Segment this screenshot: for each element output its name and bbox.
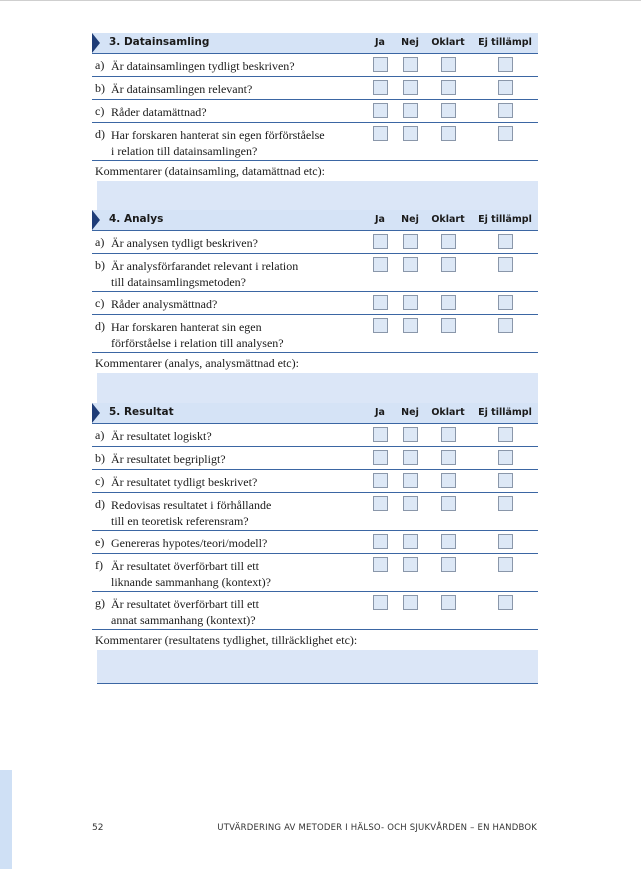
comment-label: Kommentarer (resultatens tydlighet, tillräcklighet etc):: [95, 633, 358, 647]
question-row: [92, 315, 538, 353]
checkbox-ja[interactable]: [373, 80, 388, 95]
checkbox-ej-tillämpl[interactable]: [498, 295, 513, 310]
question-text: Råder datamättnad?: [111, 105, 207, 119]
section-title: 5. Resultat: [109, 406, 174, 418]
column-header: Ej tillämpl: [478, 407, 532, 418]
checkbox-ja[interactable]: [373, 295, 388, 310]
question-letter: d): [95, 319, 105, 333]
checkbox-oklart[interactable]: [441, 496, 456, 511]
checkbox-oklart[interactable]: [441, 557, 456, 572]
checkbox-ej-tillämpl[interactable]: [498, 257, 513, 272]
checkbox-oklart[interactable]: [441, 80, 456, 95]
section-3: [92, 33, 538, 215]
question-row: [92, 292, 538, 315]
running-footer-title: UTVÄRDERING AV METODER I HÄLSO- OCH SJUKVÅRDEN – EN HANDBOK: [217, 823, 537, 833]
question-letter: c): [95, 474, 105, 488]
checkbox-ej-tillämpl[interactable]: [498, 427, 513, 442]
checkbox-oklart[interactable]: [441, 534, 456, 549]
checkbox-ej-tillämpl[interactable]: [498, 450, 513, 465]
question-row: [92, 447, 538, 470]
column-header: Nej: [401, 37, 419, 48]
column-header: Ej tillämpl: [478, 214, 532, 225]
checkbox-ja[interactable]: [373, 534, 388, 549]
question-row: [92, 493, 538, 531]
question-text: Redovisas resultatet i förhållande till en teoretisk referensram?: [111, 498, 272, 528]
section-title: 3. Datainsamling: [109, 36, 210, 48]
checkbox-ej-tillämpl[interactable]: [498, 57, 513, 72]
checkbox-ej-tillämpl[interactable]: [498, 473, 513, 488]
checkbox-ja[interactable]: [373, 126, 388, 141]
checkbox-ej-tillämpl[interactable]: [498, 126, 513, 141]
question-row: [92, 77, 538, 100]
checkbox-nej[interactable]: [403, 496, 418, 511]
question-letter: g): [95, 596, 105, 610]
question-row: [92, 100, 538, 123]
section-header: [92, 210, 538, 231]
comment-label: Kommentarer (analys, analysmättnad etc):: [95, 356, 299, 370]
checkbox-oklart[interactable]: [441, 295, 456, 310]
checkbox-ej-tillämpl[interactable]: [498, 318, 513, 333]
question-text: Är resultatet överförbart till ett annat sammanhang (kontext)?: [111, 597, 259, 627]
comment-field[interactable]: [97, 650, 538, 684]
question-text: Är resultatet logiskt?: [111, 429, 212, 443]
section-5: [92, 403, 538, 684]
checkbox-nej[interactable]: [403, 295, 418, 310]
question-row: [92, 254, 538, 292]
question-row: [92, 470, 538, 493]
checkbox-oklart[interactable]: [441, 595, 456, 610]
column-header: Nej: [401, 214, 419, 225]
question-text: Är resultatet tydligt beskrivet?: [111, 475, 258, 489]
question-letter: a): [95, 58, 105, 72]
checkbox-ej-tillämpl[interactable]: [498, 595, 513, 610]
margin-color-strip: [0, 770, 12, 869]
checkbox-oklart[interactable]: [441, 473, 456, 488]
checkbox-ja[interactable]: [373, 103, 388, 118]
checkbox-ja[interactable]: [373, 450, 388, 465]
checkbox-oklart[interactable]: [441, 57, 456, 72]
question-row: [92, 554, 538, 592]
question-text: Är datainsamlingen tydligt beskriven?: [111, 59, 295, 73]
checkbox-nej[interactable]: [403, 450, 418, 465]
checkbox-ej-tillämpl[interactable]: [498, 496, 513, 511]
question-text: Är analysförfarandet relevant i relation till datainsamlingsmetoden?: [111, 259, 299, 289]
column-header: Oklart: [431, 214, 465, 225]
question-text: Är resultatet begripligt?: [111, 452, 226, 466]
question-row: [92, 54, 538, 77]
checkbox-nej[interactable]: [403, 595, 418, 610]
checkbox-ja[interactable]: [373, 595, 388, 610]
section-header: [92, 403, 538, 424]
question-letter: f): [95, 558, 103, 572]
question-letter: b): [95, 258, 105, 272]
checkbox-ja[interactable]: [373, 473, 388, 488]
checkbox-nej[interactable]: [403, 427, 418, 442]
question-letter: c): [95, 104, 105, 118]
section-header: [92, 33, 538, 54]
column-header: Oklart: [431, 407, 465, 418]
section-4: [92, 210, 538, 407]
checkbox-oklart[interactable]: [441, 427, 456, 442]
question-row: [92, 424, 538, 447]
section-arrow-icon: [92, 33, 100, 53]
question-text: Är datainsamlingen relevant?: [111, 82, 253, 96]
page-number: 52: [92, 823, 104, 833]
checkbox-ja[interactable]: [373, 427, 388, 442]
question-row: [92, 231, 538, 254]
checkbox-ej-tillämpl[interactable]: [498, 557, 513, 572]
checkbox-oklart[interactable]: [441, 234, 456, 249]
section-arrow-icon: [92, 403, 100, 423]
checkbox-nej[interactable]: [403, 534, 418, 549]
checkbox-oklart[interactable]: [441, 126, 456, 141]
checkbox-nej[interactable]: [403, 103, 418, 118]
question-row: [92, 592, 538, 630]
question-row: [92, 531, 538, 554]
question-text: Råder analysmättnad?: [111, 297, 218, 311]
section-title: 4. Analys: [109, 213, 164, 225]
column-header: Ja: [375, 37, 385, 48]
question-text: Har forskaren hanterat sin egen förförståelse i relation till datainsamlingen?: [111, 128, 325, 158]
checkbox-nej[interactable]: [403, 257, 418, 272]
question-letter: a): [95, 235, 105, 249]
checkbox-ja[interactable]: [373, 57, 388, 72]
comment-label: Kommentarer (datainsamling, datamättnad etc):: [95, 164, 325, 178]
column-header: Ja: [375, 407, 385, 418]
checkbox-ja[interactable]: [373, 557, 388, 572]
question-text: Har forskaren hanterat sin egen förförståelse i relation till analysen?: [111, 320, 284, 350]
question-letter: d): [95, 497, 105, 511]
question-text: Genereras hypotes/teori/modell?: [111, 536, 268, 550]
page-top-rule: [0, 0, 641, 1]
checkbox-nej[interactable]: [403, 126, 418, 141]
checkbox-ja[interactable]: [373, 318, 388, 333]
comment-field[interactable]: [97, 373, 538, 407]
question-letter: e): [95, 535, 105, 549]
checkbox-ja[interactable]: [373, 257, 388, 272]
question-letter: b): [95, 451, 105, 465]
question-letter: a): [95, 428, 105, 442]
column-header: Nej: [401, 407, 419, 418]
checkbox-oklart[interactable]: [441, 103, 456, 118]
section-arrow-icon: [92, 210, 100, 230]
question-letter: c): [95, 296, 105, 310]
checkbox-nej[interactable]: [403, 473, 418, 488]
checkbox-oklart[interactable]: [441, 450, 456, 465]
checkbox-oklart[interactable]: [441, 257, 456, 272]
checkbox-ej-tillämpl[interactable]: [498, 103, 513, 118]
question-letter: d): [95, 127, 105, 141]
checkbox-ej-tillämpl[interactable]: [498, 534, 513, 549]
checkbox-oklart[interactable]: [441, 318, 456, 333]
checkbox-ja[interactable]: [373, 234, 388, 249]
checkbox-nej[interactable]: [403, 80, 418, 95]
checkbox-ej-tillämpl[interactable]: [498, 80, 513, 95]
checkbox-nej[interactable]: [403, 234, 418, 249]
checkbox-ej-tillämpl[interactable]: [498, 234, 513, 249]
checkbox-nej[interactable]: [403, 557, 418, 572]
question-text: Är resultatet överförbart till ett liknande sammanhang (kontext)?: [111, 559, 271, 589]
column-header: Oklart: [431, 37, 465, 48]
question-row: [92, 123, 538, 161]
checkbox-nej[interactable]: [403, 57, 418, 72]
column-header: Ja: [375, 214, 385, 225]
checkbox-nej[interactable]: [403, 318, 418, 333]
checkbox-ja[interactable]: [373, 496, 388, 511]
column-header: Ej tillämpl: [478, 37, 532, 48]
question-text: Är analysen tydligt beskriven?: [111, 236, 258, 250]
question-letter: b): [95, 81, 105, 95]
